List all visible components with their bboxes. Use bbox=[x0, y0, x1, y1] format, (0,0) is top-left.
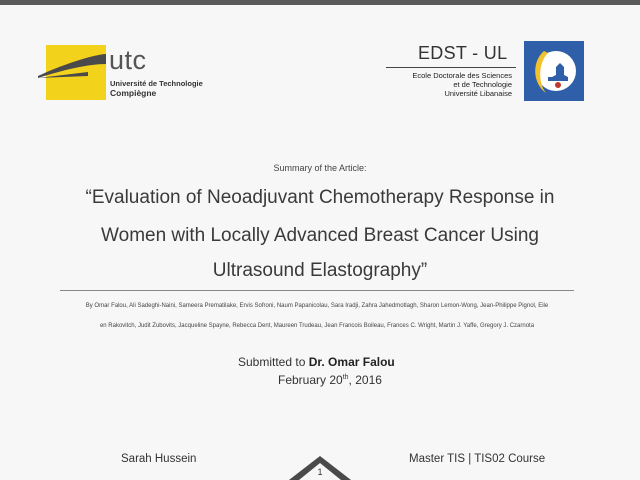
ul-logo-icon bbox=[524, 41, 584, 101]
article-title-line-3: Ultrasound Elastography” bbox=[212, 260, 428, 281]
edst-divider bbox=[386, 67, 516, 68]
edst-line-1: Ecole Doctorale des Sciences bbox=[412, 71, 512, 80]
submitted-prefix: Submitted to bbox=[238, 355, 309, 369]
article-title-line-2: Women with Locally Advanced Breast Cancer Using bbox=[101, 225, 539, 246]
date-year: , 2016 bbox=[348, 373, 382, 387]
edst-title: EDST - UL bbox=[418, 43, 508, 63]
date-ordinal: th bbox=[342, 374, 349, 381]
date-month-day: February 20 bbox=[278, 373, 343, 387]
supervisor-name: Dr. Omar Falou bbox=[308, 355, 395, 369]
edst-line-3: Université Libanaise bbox=[444, 89, 512, 98]
edst-line-2: et de Technologie bbox=[453, 80, 512, 89]
page-number: 1 bbox=[317, 467, 323, 477]
authors-line-2: en Rakovitch, Judit Zubovits, Jacqueline Spayne, Rebecca Dent, Maureen Trudeau, Jean Francois Boileau, Frances C. Wright, Martin J. Yaffe, Gregory J. Czarnota bbox=[99, 323, 535, 329]
utc-subtitle-1: Université de Technologie bbox=[110, 79, 203, 88]
authors-line-1: By Omar Falou, Ali Sadeghi-Naini, Sameera Prematilake, Ervis Sofroni, Naum Papanicolau, Sara Iradji, Zahra Jahedmotlagh, Sharon Lemon-Wong, Jean-Philippe Pignol, Eile bbox=[85, 303, 549, 309]
submitted-to bbox=[238, 355, 395, 369]
title-divider bbox=[60, 290, 574, 291]
footer-author: Sarah Hussein bbox=[121, 453, 197, 465]
summary-label: Summary of the Article: bbox=[273, 163, 367, 173]
utc-brand: utc bbox=[109, 45, 147, 75]
article-title-line-1: “Evaluation of Neoadjuvant Chemotherapy Response in bbox=[85, 187, 555, 208]
submission-date bbox=[278, 373, 382, 387]
footer-course: Master TIS | TIS02 Course bbox=[409, 453, 546, 465]
utc-subtitle-2: Compiègne bbox=[110, 88, 157, 98]
top-bar bbox=[0, 0, 640, 5]
